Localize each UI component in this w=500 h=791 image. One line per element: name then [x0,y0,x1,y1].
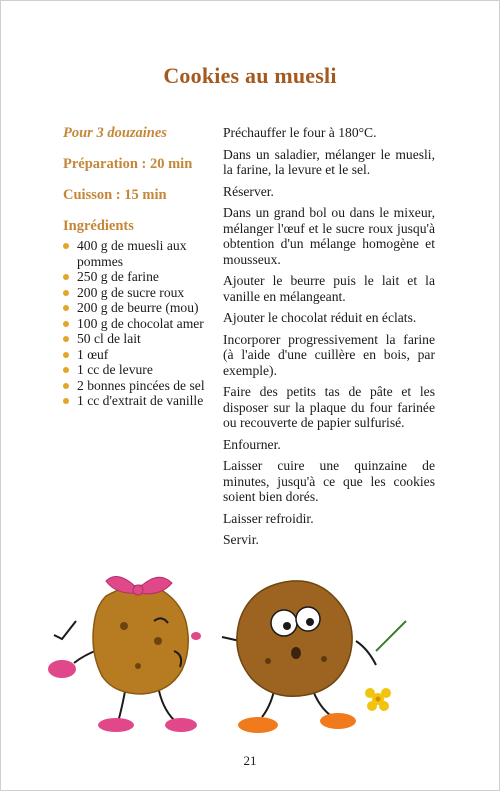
girl-cookie-illustration [48,577,201,733]
ingredient-item: 200 g de beurre (mou) [63,300,213,316]
recipe-title: Cookies au muesli [163,63,337,88]
ingredients-heading: Ingrédients [63,218,134,234]
recipe-step: Réserver. [223,183,274,199]
ingredients-list [63,238,213,409]
recipe-step: Dans un saladier, mélanger le muesli, la farine, la levure et le sel. [223,146,435,177]
recipe-step: Laisser cuire une quinzaine de minutes, jusqu'à ce que les cookies soient bien dorés. [223,458,435,504]
boy-cookie-illustration [222,581,406,733]
recipe-step: Ajouter le chocolat réduit en éclats. [223,310,417,325]
recipe-steps [223,125,435,554]
portions: Pour 3 douzaines [63,125,167,141]
ingredient-item: 200 g de sucre roux [63,285,213,301]
recipe-step: Préchauffer le four à 180°C. [223,125,377,140]
ingredient-item: 50 cl de lait [63,331,213,347]
ingredient-item: 100 g de chocolat amer [63,316,213,332]
recipe-info-column [63,125,213,409]
ingredient-item: 1 cc de levure [63,362,213,378]
cookie-characters-illustration [46,541,426,741]
ingredient-item: 1 œuf [63,347,213,363]
ingredient-item: 250 g de farine [63,269,213,285]
page-number: 21 [243,753,257,768]
recipe-step: Dans un grand bol ou dans le mixeur, mélanger l'œuf et le sucre roux jusqu'à obtention d'un mélange homogène et mousseux. [223,205,435,267]
ingredient-item: 2 bonnes pincées de sel [63,378,213,394]
recipe-step: Enfourner. [223,436,281,452]
preparation-time: Préparation : 20 min [63,156,193,172]
recipe-step: Incorporer progressivement la farine (à l'aide d'une cuillère en bois, par exemple). [223,331,435,378]
recipe-step: Faire des petits tas de pâte et les disposer sur la plaque du four farinée ou recouverte de papier sulfurisé. [223,384,435,430]
ingredient-item: 400 g de muesli aux pommes [63,238,213,269]
recipe-step: Ajouter le beurre puis le lait et la vanille en mélangeant. [223,273,435,304]
cooking-time: Cuisson : 15 min [63,187,167,203]
recipe-step: Servir. [223,532,259,547]
recipe-step: Laisser refroidir. [223,510,314,526]
ingredient-item: 1 cc d'extrait de vanille [63,393,213,409]
